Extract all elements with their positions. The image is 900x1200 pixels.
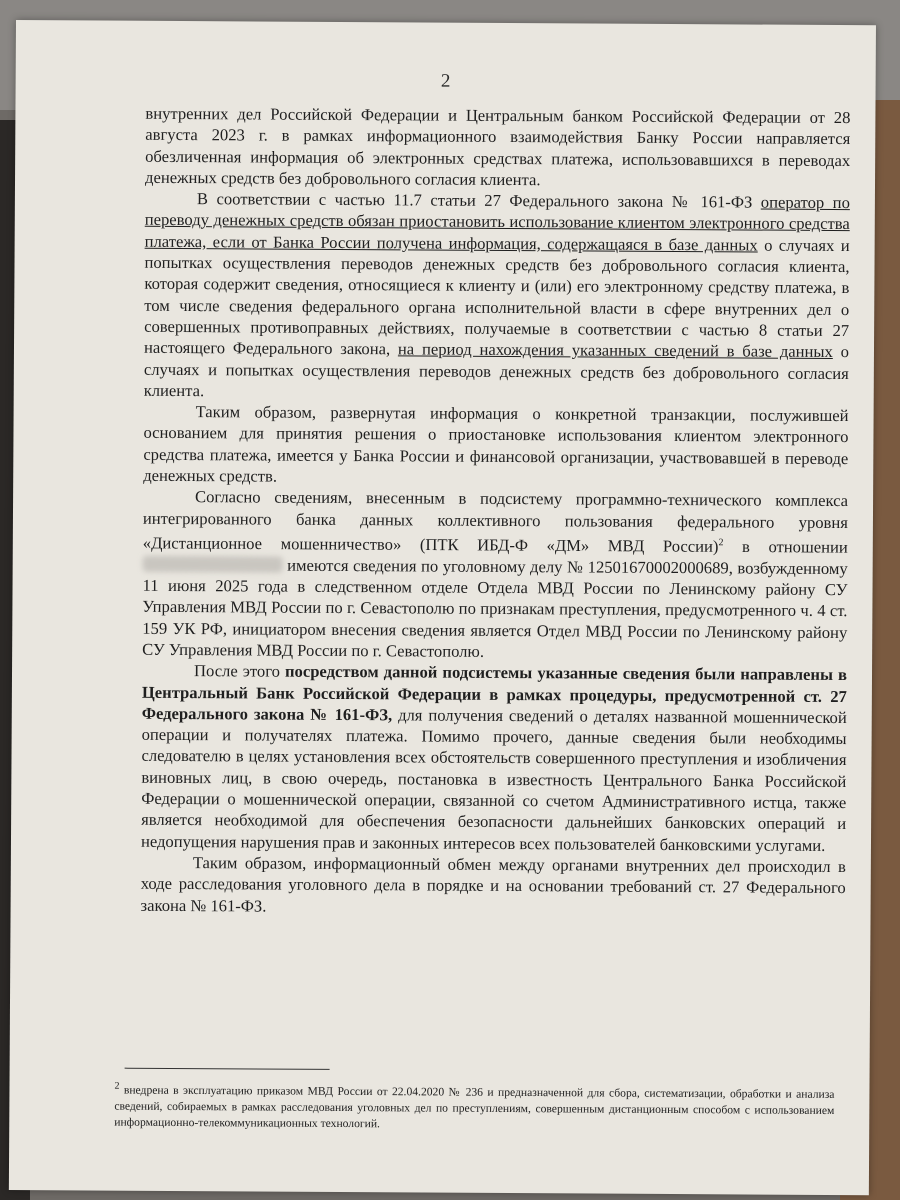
redacted-name	[143, 556, 283, 573]
footnote-reference: 2	[718, 537, 724, 549]
footnote-text: внедрена в эксплуатацию приказом МВД России от 22.04.2020 № 236 и предназначенной для сбора, систематизации, обработки и анализа сведений, собираемых в рамках расследования уголовных дел по преступлениям, совершенным дистанционным способом с использованием информационно-телекоммуникационных технологий.	[114, 1083, 835, 1131]
page-number: 2	[440, 70, 451, 92]
footnote	[114, 1079, 834, 1135]
paragraph-6: Таким образом, информационный обмен между органами внутренних дел происходил в ходе расследования уголовного дела в порядке и на основании требований ст. 27 Федерального закона № 161-ФЗ.	[140, 853, 846, 916]
footnote-number: 2	[114, 1080, 120, 1092]
paragraph-1: внутренних дел Российской Федерации и Центральным банком Российской Федерации от 28 августа 2023 г. в рамках информационного взаимодействия Банку России направляется обезличенная информация об электронных средствах платежа, использовавшихся в переводах денежных средств без добровольного согласия клиента.	[144, 103, 851, 190]
paragraph-4-middle: в отношении	[723, 536, 848, 557]
paragraph-5	[141, 660, 847, 856]
underlined-text-2: на период нахождения указанных сведений в базе данных	[397, 339, 833, 362]
paragraph-2-end: о случаях и попытках осуществления переводов денежных средств без добровольного согласия клиента.	[143, 342, 850, 401]
bold-text: посредством данной подсистемы указанные сведения были направлены в Центральный Банк Российской Федерации в рамках процедуры, предусмотренной ст. 27 Федерального закона № 161-ФЗ,	[141, 661, 848, 725]
paragraph-4-end: имеются сведения по уголовному делу № 12501670002000689, возбужденному 11 июня 2025 года в следственном отделе Отдела МВД России по Ленинскому району СУ Управления МВД России по г. Севастополю по признакам преступления, предусмотренного ч. 4 ст. 159 УК РФ, инициатором внесения сведения является Отдел МВД России по Ленинскому району СУ Управления МВД России по г. Севастополю.	[142, 555, 848, 661]
paragraph-3: Таким образом, развернутая информация о конкретной транзакции, послужившей основанием для принятия решения о приостановке использования клиентом электронного средства платежа, имеется у Банка России и финансовой организации, участвовавшей в переводе денежных средств.	[143, 402, 849, 486]
paragraph-5-start: После этого	[193, 661, 286, 681]
underlined-text-1: оператор по переводу денежных средств обязан приостановить использование клиентом электронного средства платежа, если от Банка России получена информация, содержащаяся в базе данных	[144, 192, 850, 255]
paragraph-4	[142, 486, 848, 664]
footnote-separator	[125, 1068, 330, 1070]
paragraph-2-start: В соответствии с частью 11.7 статьи 27 Федерального закона № 161-ФЗ	[196, 189, 761, 212]
paragraph-5-end: для получения сведений о деталях названной мошеннической операции и получателях платежа. Помимо прочего, данные сведения были необходимы следователю в целях установления всех обстоятельств совершенного преступления и изобличения виновных лиц, в свою очередь, постановка в известность Центрального Банка Российской Федерации о мошеннической операции, связанной со счетом Административного истца, также является необходимой для обеспечения безопасности дальнейших банковских операций и недопущения нарушения прав и законных интересов всех пользователей банковскими услугами.	[140, 705, 847, 855]
paragraph-4-start: Согласно сведениям, внесенным в подсистему программно-технического комплекса интегрированного банка данных коллективного пользования федерального уровня «Дистанционное мошенничество» (ПТК ИБД-Ф «ДМ» МВД России)	[142, 487, 849, 556]
paragraph-2-middle: о случаях и попытках осуществления переводов денежных средств без добровольного согласия клиента, которая содержит сведения, относящиеся к клиенту и (или) его электронному средству платежа, в том числе сведения федерального органа исполнительной власти в сфере внутренних дел о совершенных противоправных действиях, получаемые в соответствии с частью 8 статьи 27 настоящего Федерального закона,	[143, 235, 850, 359]
paragraph-2	[144, 188, 850, 405]
document-body	[141, 103, 851, 920]
document-page	[9, 20, 876, 1195]
